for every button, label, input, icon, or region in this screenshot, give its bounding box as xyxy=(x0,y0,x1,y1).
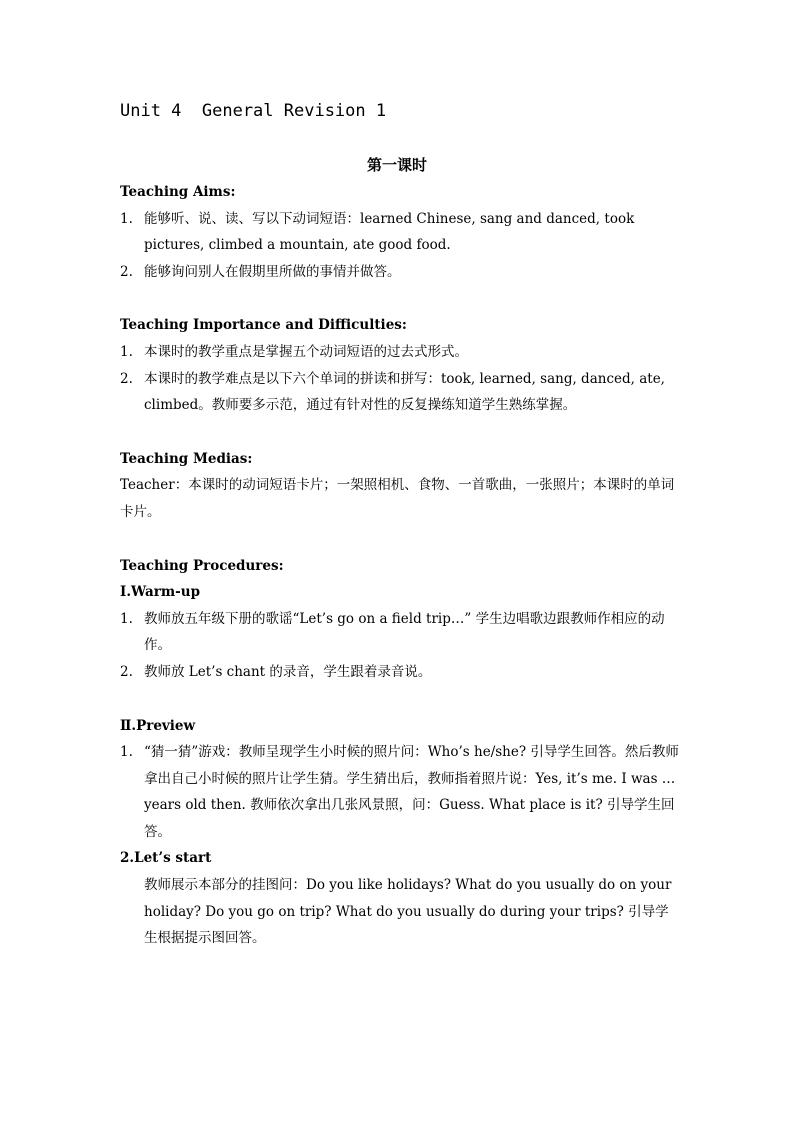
warmup-item-1-number: 1. xyxy=(120,610,133,627)
preview-item-1 xyxy=(120,739,680,845)
warmup-item-2 xyxy=(120,659,680,686)
aims-item-1 xyxy=(120,206,680,259)
aims-item-2-number: 2. xyxy=(120,263,133,280)
preview-item-1-number: 1. xyxy=(120,744,133,761)
importance-item-1-text: 本课时的教学重点是掌握五个动词短语的过去式形式。 xyxy=(144,343,468,360)
warmup-item-2-text: 教师放 Let’s chant 的录音，学生跟着录音说。 xyxy=(144,663,432,680)
medias-text: Teacher：本课时的动词短语卡片；一架照相机、食物、一首歌曲，一张照片；本课时的单词卡片。 xyxy=(120,477,675,520)
medias-heading: Teaching Medias: xyxy=(120,450,253,467)
document-body xyxy=(120,179,680,952)
lets-start-title: 2.Let’s start xyxy=(120,850,212,867)
importance-heading: Teaching Importance and Difficulties: xyxy=(120,317,407,334)
lesson-title: 第一课时 xyxy=(366,156,427,174)
importance-item-1 xyxy=(120,339,680,366)
warmup-item-2-number: 2. xyxy=(120,663,133,680)
aims-item-1-text: 能够听、说、读、写以下动词短语：learned Chinese, sang and danced, took pictures, climbed a mountain, ate good food. xyxy=(144,210,635,254)
warmup-title: Ⅰ.Warm-up xyxy=(120,584,201,601)
preview-title: Ⅱ.Preview xyxy=(120,717,196,734)
procedures-heading: Teaching Procedures: xyxy=(120,557,284,574)
importance-item-2 xyxy=(120,366,680,419)
aims-item-1-number: 1. xyxy=(120,210,133,227)
unit-title: Unit 4 General Revision 1 xyxy=(120,101,387,121)
importance-item-2-number: 2. xyxy=(120,370,133,387)
spacer xyxy=(120,419,680,446)
spacer xyxy=(120,285,680,312)
importance-item-1-number: 1. xyxy=(120,343,133,360)
spacer xyxy=(120,686,680,713)
importance-item-2-text: 本课时的教学难点是以下六个单词的拼读和拼写：took, learned, sang, danced, ate, climbed。教师要多示范，通过有针对性的反复操练知道学生熟练掌握。 xyxy=(144,370,665,414)
preview-item-1-text: “猜一猜”游戏：教师呈现学生小时候的照片问：Who’s he/she? 引导学生回答。然后教师拿出自己小时候的照片让学生猜。学生猜出后，教师指着照片说：Yes, it’s me. I was … years old then. 教师依次拿出几张风景照，问：Guess. What place is it? 引导学生回答。 xyxy=(144,744,679,840)
aims-heading: Teaching Aims: xyxy=(120,184,236,200)
aims-item-2 xyxy=(120,259,680,286)
spacer xyxy=(120,526,680,553)
warmup-item-1-text: 教师放五年级下册的歌谣“Let’s go on a field trip…” 学生边唱歌边跟教师作相应的动作。 xyxy=(144,610,665,654)
warmup-item-1 xyxy=(120,606,680,659)
lets-start-text: 教师展示本部分的挂图问：Do you like holidays? What do you usually do on your holiday? Do you go on trip? What do you usually do during your trips? 引导学生根据提示图回答。 xyxy=(144,877,672,947)
aims-item-2-text: 能够询问别人在假期里所做的事情并做答。 xyxy=(144,263,401,280)
